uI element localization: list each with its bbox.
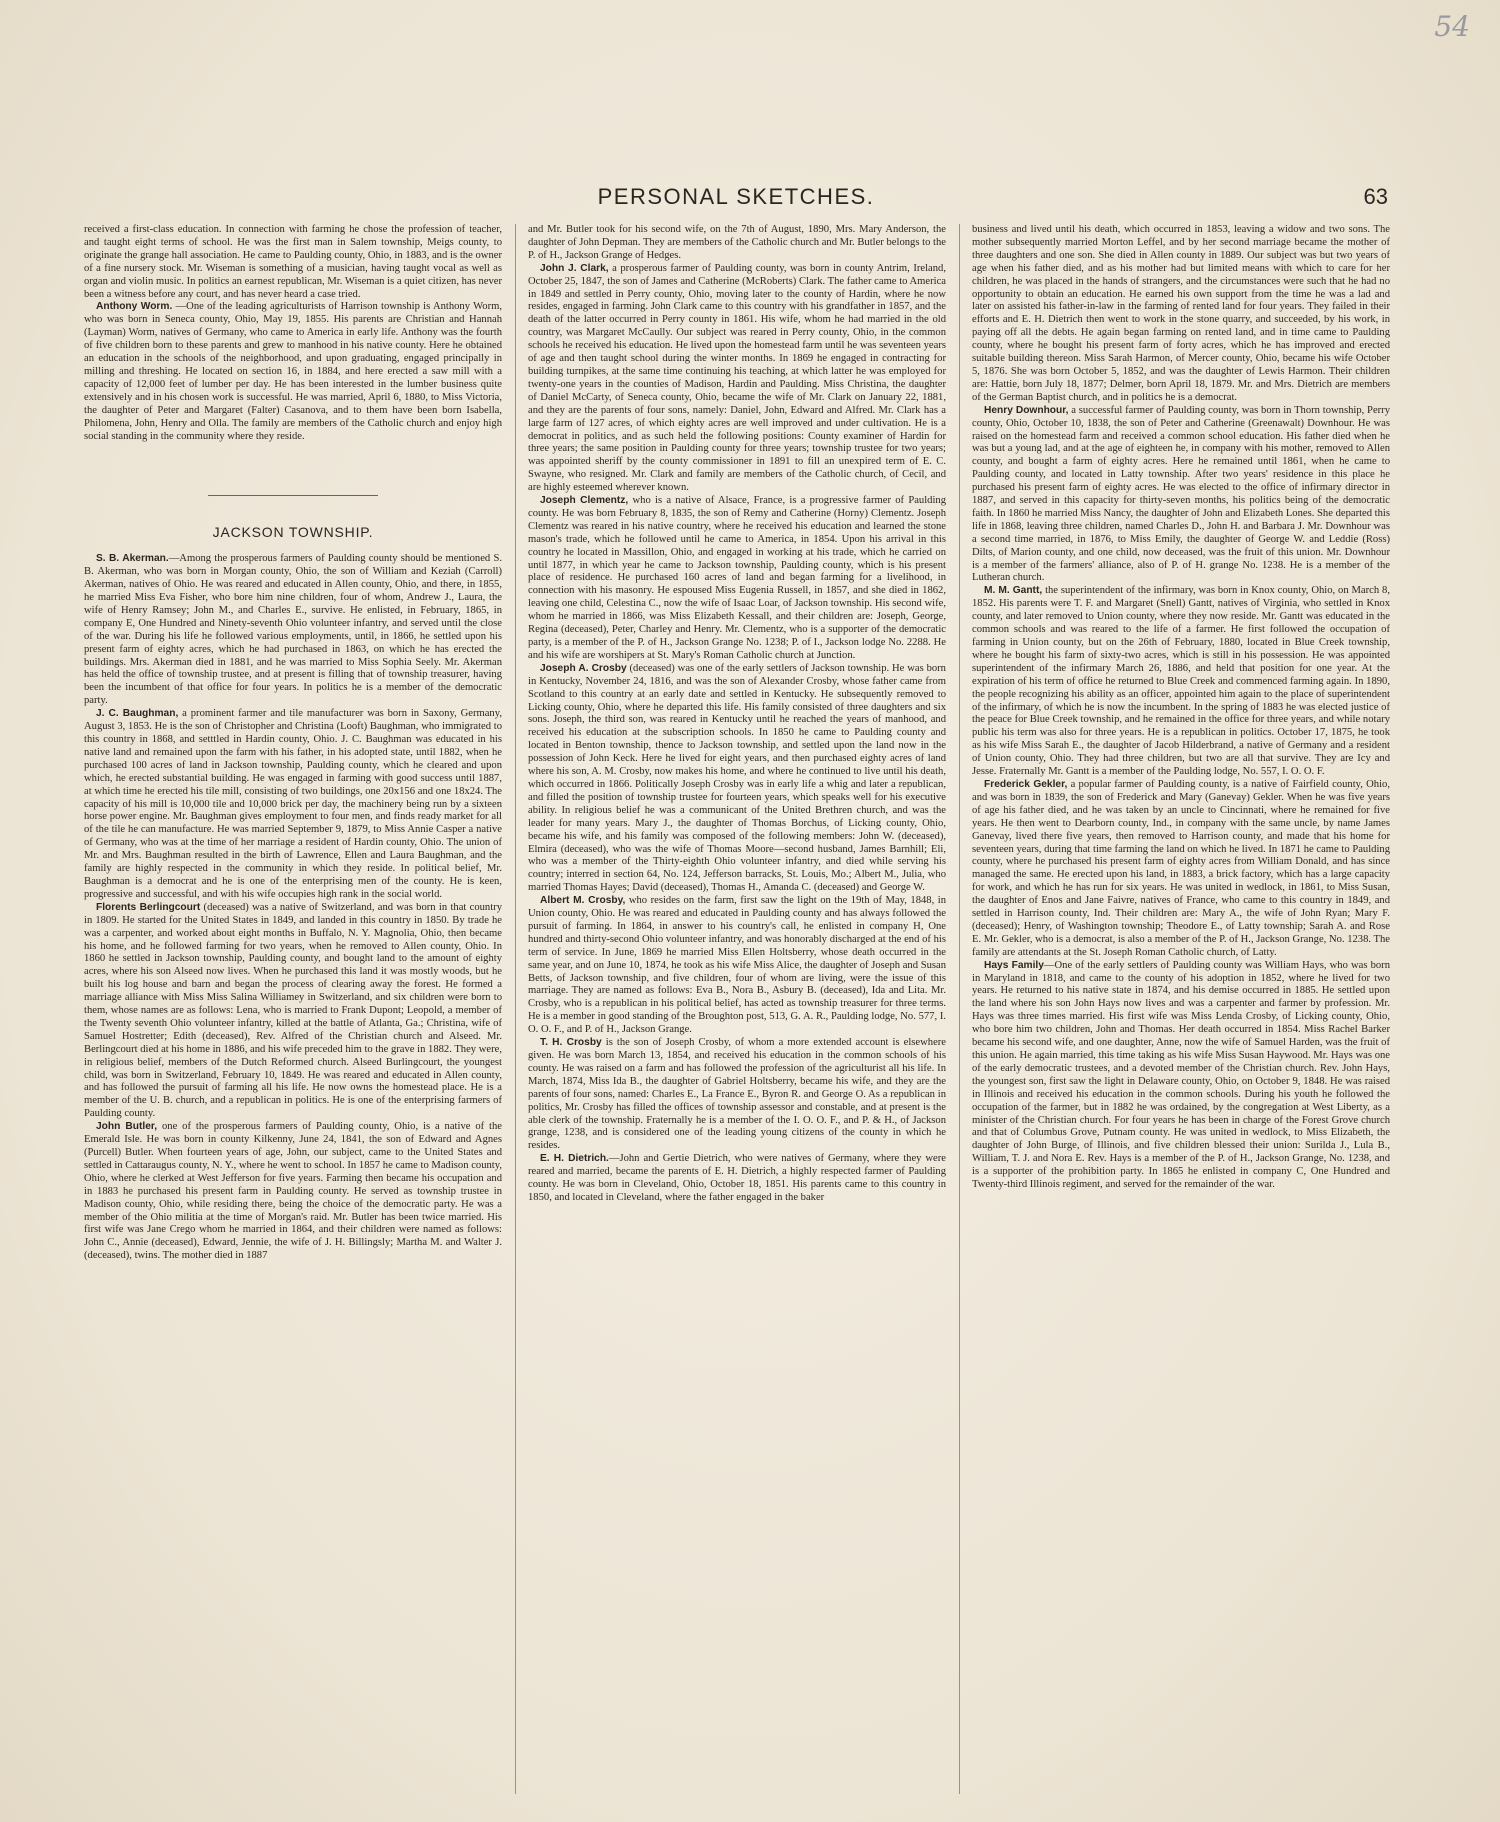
person-name: John Butler, <box>96 1121 158 1133</box>
person-name: Anthony Worm. <box>96 301 173 313</box>
sketch-text: (deceased) was one of the early settlers of Jackson township. He was born in Kentucky, November 24, 1816, and was the son of Alexander Crosby, whose father came from Scotland to this country at an early date and settled in Kentucky. He subsequently removed to Licking county, Ohio, where he departed this life. His family consisted of three daughters and six sons. Joseph, the third son, was reared in Kentucky until he reached the years of manhood, and received his education at the subscription schools. In 1850 he came to Paulding county and located in Benton township, thence to Jackson township, and settled upon the land now in the possession of John Keck. Here he lived for eight years, and then purchased eighty acres of land where his son, A. M. Crosby, now makes his home, and where he continued to live until his death, which occurred in 1866. Politically Joseph Crosby was in early life a whig and later a republican, and filled the position of township trustee for fourteen years, which speaks well for his executive ability. In religious belief he was a communicant of the United Brethren church, and was the leader for many years. Mary J., the daughter of Thomas Borchus, of Licking county, Ohio, became his wife, and his family was composed of the following members: John W. (deceased), Elmira (deceased), who was the wife of Thomas Moore—second husband, James Barnhill; Eli, who was a member of the Thirty-eighth Ohio volunteer infantry, and died while serving his country; interred in section 64, No. 124, Jefferson barracks, St. Louis, Mo.; Albert M., Julia, who married Thomas Hayes; David (deceased), Thomas H., Amanda C. (deceased) and George W. <box>528 662 946 894</box>
column-3 <box>972 224 1390 1794</box>
sketch-text: —John and Gertie Dietrich, who were natives of Germany, where they were reared and married, became the parents of E. H. Dietrich, a highly respected farmer of Paulding county. He was born in Cleveland, Ohio, October 18, 1851. His parents came to this country in 1850, and located in Cleveland, where the father engaged in the baker <box>528 1153 946 1203</box>
person-name: S. B. Akerman. <box>96 553 169 565</box>
sketch-akerman <box>84 553 502 708</box>
text-columns <box>84 224 1390 1794</box>
sketch-text: —One of the early settlers of Paulding county was William Hays, who was born in Maryland in 1818, and came to the county of his adoption in 1852, where he lived for two years. He returned to his native state in 1874, and his demise occurred in 1885. He settled upon the land where his son John Hays now lives and was a carpenter and farmer by profession. Mr. Hays was three times married. His first wife was Miss Lenda Crosby, of Licking county, Ohio, who bore him two children, John and Thomas. Her death occurred in 1854. Miss Rachel Barker became his second wife, and one daughter, Anne, now the wife of Samuel Harden, was the fruit of this union. He again married, this time taking as his wife Miss Susan Haywood. Mr. Hays was one of the early democratic trustees, and a devoted member of the Christian church. Rev. John Hays, the youngest son, first saw the light in Delaware county, Ohio, on October 9, 1848. He was raised in Illinois and received his education in the common schools. During his youth he followed the occupation of the farmer, but in 1882 he was ordained, by the congregation at West Liberty, as a minister of the Christian church. For four years he has been in charge of the Forest Grove church and that of Columbus Grove, Putnam county. He was united in wedlock, to Miss Elizabeth, the daughter of John Burge, of Illinois, and five children blessed their union: Surilda J., Lula B., William, T. J. and Nora E. Rev. Hays is a member of the P. of H., Jackson Grange, No. 1238, and is a supporter of the prohibition party. In 1865 he enlisted in company C, One Hundred and Twenty-third Illinois regiment, and served for the remainder of the war. <box>972 959 1390 1191</box>
section-heading: JACKSON TOWNSHIP. <box>212 524 374 541</box>
sketch-text: a prominent farmer and tile manufacturer was born in Saxony, Germany, August 3, 1853. He is the son of Christopher and Christina (Looft) Baughman, who immigrated to this country in 1868, and setttled in Hardin county, Ohio. J. C. Baughman was educated in his native land and remained upon the farm with his father, in his adopted state, until 1882, when he purchased 100 acres of land in Jackson township, Paulding county, which he cleared and upon which, he erected substantial building. He was engaged in farming with good success until 1887, at which time he erected his tile mill, consisting of two buildings, one 20x156 and one 18x24. The capacity of his mill is 10,000 tile and 10,000 brick per day, the machinery being run by a sixteen horse power engine. Mr. Baughman gives employment to four men, and finds ready market for all of the tile he can manufacture. He was married September 9, 1879, to Miss Annie Casper a native of Germany, who was at the time of her marriage a resident of Hardin county, Ohio. The union of Mr. and Mrs. Baughman resulted in the birth of Lawrence, Ellen and Laura Baughman, and the family are highly respected in the community in which they reside. In political belief, Mr. Baughman is a democrat and he is one of the enterprising men of the county. He is keen, progressive and successful, and with his wife occupies high rank in the social world. <box>84 708 502 900</box>
person-name: Albert M. Crosby, <box>540 895 626 907</box>
paragraph-dietrich-cont: business and lived until his death, which occurred in 1853, leaving a widow and two sons. The mother subsequently married Morton Leffel, and by her second marriage became the mother of three daughters and one son. She died in Allen county in 1889. Our subject was but two years of age when his father died, and as his mother had but limited means with which to care for her children, he was placed in the hands of strangers, and the circumstances were such that he had no opportunity to obtain an education. He earned his own support from the time he was a lad and later on assisted his father-in-law in the farming of rented land for four years. They failed in their efforts and E. H. Dietrich then went to work in the stone quarry, and succeeded, by his work, in paying off all the debts. He again began farming on rented land, and in time came to Paulding county, where he bought his present farm of forty acres, which he has improved and erected suitable building thereon. Miss Sarah Harmon, of Mercer county, Ohio, became his wife October 5, 1876. She was born October 5, 1852, and was the daughter of Lewis Harmon. Their children are: Hattie, born July 18, 1877; Delmer, born April 18, 1879. Mr. and Mrs. Dietrich are members of the German Baptist church, and in politics he is a democrat. <box>972 224 1390 403</box>
person-name: Henry Downhour, <box>984 404 1069 416</box>
sketch-text: one of the prosperous farmers of Paulding county, Ohio, is a native of the Emerald Isle. He was born in county Kilkenny, June 24, 1841, the son of Edward and Agnes (Purcell) Butler. When fourteen years of age, John, our subject, came to the United States and settled in Cattaraugus county, N. Y., where he went to school. In 1857 he came to Madison county, Ohio, where he clerked at West Jefferson for five years. Farming then became his occupation and in 1883 he purchased his present farm in Paulding county. He served as township trustee in Madison county, Ohio, while residing there, being the choice of the democratic party. He was a member of the Ohio militia at the time of Morgan's raid. Mr. Butler has been twice married. His first wife was Jane Crego whom he married in 1864, and their children were named as follows: John C., Annie (deceased), Edward, Jennie, the wife of J. H. Billingsly; Martha M. and Walter J. (deceased), twins. The mother died in 1887 <box>84 1121 502 1262</box>
sketch-clark <box>528 263 946 495</box>
paragraph-wiseman-cont: received a first-class education. In connection with farming he chose the profession of teacher, and taught eight terms of school. He was the first man in Salem township, Meigs county, to originate the grange hall association. He came to Paulding county, Ohio, in 1883, and is the owner of a fine nursery stock. Mr. Wiseman is something of a musician, having taught vocal as well as organ and violin music. In politics an earnest republican, Mr. Wiseman is a quiet citizen, has never been a witness before any court, and has never heard a case tried. <box>84 224 502 300</box>
sketch-text: a prosperous farmer of Paulding county, was born in county Antrim, Ireland, October 25, 1847, the son of James and Catherine (McRoberts) Clark. The father came to America in 1849 and settled in Perry county, Ohio, moving later to the county of Hardin, where he now resides, engaged in farming. John Clark came to this country with his grandfather in 1857, and the death of the latter occurred in Perry county in 1861. His wife, whom he had married in the old country, was Margaret McCaully. Our subject was reared in Perry county, Ohio, in the common schools he received his education. He lived upon the homestead farm until he was seventeen years of age and then taught school during the winter months. In 1869 he engaged in contracting for building turnpikes, at the same time continuing his teaching, at which latter he was employed for twenty-one years in the counties of Madison, Hardin and Paulding. Miss Christina, the daughter of Daniel McCarty, of Seneca county, Ohio, became the wife of Mr. Clark on January 22, 1881, and they are the parents of four sons, namely: Daniel, John, Edward and Alfred. Mr. Clark has a large farm of 127 acres, of which eighty acres are well improved and under cultivation. He is a democrat in politics, and as such held the following positions: County examiner of Hardin for three years; the same position in Paulding county for three years; township trustee for two years; was appointed sheriff by the county commissioner in 1891 to fill an unexpired term of E. C. Swayne, who resigned. Mr. Clark and family are members of the Catholic church, of Cecil, and are highly esteemed wherever known. <box>528 262 946 494</box>
person-name: T. H. Crosby <box>540 1037 602 1049</box>
page-number: 63 <box>1363 184 1388 209</box>
section-separator <box>208 495 378 496</box>
sketch-text: a successful farmer of Paulding county, was born in Thorn township, Perry county, Ohio, October 10, 1838, the son of Peter and Catherine (Greenawalt) Downhour. He was raised on the homestead farm and received a common school education. His father died when he was but a young lad, and at the age of eighteen he, in company with his mother, removed to Allen county, and bought a farm of eighty acres. Here he remained until 1861, when he came to Paulding county, and located in Latty township. After two years' residence in this place he purchased his present farm of eighty acres. He was elected to the office of infirmary director in 1887, and served in this capacity for thirty-seven months, his politics being of the democratic faith. In 1860 he married Miss Nancy, the daughter of John and Elizabeth Lones. She departed this life in 1868, leaving three children, named Charles D., John H. and Barbara J. Mr. Downhour was a second time married, in 1876, to Miss Emily, the daughter of George W. and Leddie (Ross) Dilts, of Marion county, and one child, now deceased, was the fruit of this union. Mr. Downhour is a member of the farmers' alliance, also of P. of H. grange No. 1238. He is a member of the Lutheran church. <box>972 404 1390 584</box>
sketch-th-crosby <box>528 1037 946 1153</box>
sketch-hays-family <box>972 960 1390 1192</box>
sketch-anthony-worm <box>84 301 502 443</box>
person-name: M. M. Gantt, <box>984 585 1043 597</box>
page-header <box>84 184 1388 214</box>
column-1 <box>84 224 502 1794</box>
person-name: Joseph A. Crosby <box>540 662 627 674</box>
person-name: E. H. Dietrich. <box>540 1153 609 1165</box>
sketch-baughman <box>84 708 502 902</box>
sketch-text: who resides on the farm, first saw the light on the 19th of May, 1848, in Union county, Ohio. He was reared and educated in Paulding county and has always followed the pursuit of farming. In 1864, in answer to his country's call, he enlisted in company H, One hundred and thirty-second Ohio volunteer infantry, and was honorably discharged at the end of his term of service. In June, 1869 he married Miss Ellen Holtsberry, whose death occurred in the same year, and on June 10, 1874, he took as his wife Miss Alice, the daughter of Joseph and Susan Betts, of Jackson township, and five children, four of whom are living, were the issue of this marriage. They are named as follows: Eva B., Nora B., Asbury B. (deceased), Ida and Lita. Mr. Crosby, who is a republican in his political belief, has acted as township treasurer for three terms. He is a member in good standing of the Broughton post, 513, G. A. R., Paulding lodge, No. 577, I. O. O. F., and P. of H., Jackson Grange. <box>528 895 946 1036</box>
sketch-downhour <box>972 405 1390 586</box>
person-name: Frederick Gekler, <box>984 778 1068 790</box>
paragraph-butler-cont: and Mr. Butler took for his second wife, on the 7th of August, 1890, Mrs. Mary Anderson, the daughter of John Depman. They are members of the Catholic church and Mr. Butler belongs to the P. of H., Jackson Grange of Hedges. <box>528 224 946 261</box>
sketch-gekler <box>972 779 1390 960</box>
sketch-text: the superintendent of the infirmary, was born in Knox county, Ohio, on March 8, 1852. His parents were T. F. and Margaret (Snell) Gantt, natives of Virginia, who settled in Knox county, and later removed to Union county, where they now reside. Mr. Gantt was educated in the common schools and was reared to the life of a farmer. He first followed the occupation of farming in Union county, but on the 26th of February, 1880, located in Blue Creek township, where he bought his farm of sixty-two acres, which is still in his possession. He was appointed superintendent of the infirmary March 26, 1886, and held that position for one year. At the expiration of his term of office he returned to Blue Creek and commenced farming again. In 1890, the people recognizing his ability as an officer, appointed him again to the place of superintendent of the infirmary, of which he is now the incumbent. In the spring of 1883 he was elected justice of the peace for Blue Creek township, and he remained in the office for three years, and while notary public his term was also for three years. He is a republican in politics. October 17, 1875, he took as his wife Miss Sarah E., the daughter of Jacob Hilderbrand, a native of Germany and a resident of Union county, Ohio. They had three children, but two are all that survive. They are Icy and Jesse. Fraternally Mr. Gantt is a member of the Paulding lodge, No. 557, I. O. O. F. <box>972 585 1390 778</box>
sketch-dietrich <box>528 1153 946 1205</box>
sketch-joseph-crosby <box>528 663 946 895</box>
sketch-butler <box>84 1121 502 1263</box>
column-divider <box>959 224 960 1794</box>
person-name: Joseph Clementz, <box>540 495 629 507</box>
sketch-text: is the son of Joseph Crosby, of whom a more extended account is elsewhere given. He was born March 13, 1854, and received his education in the common schools of his county. He was raised on a farm and has followed the profession of the agriculturist all his life. In March, 1874, Miss Ida B., the daughter of Gabriel Holtsberry, became his wife, and they are the parents of four sons, named: Charles E., La France E., Byron R. and George O. As a republican in politics, Mr. Crosby has filled the offices of township assessor and constable, and at present is the able clerk of the township. Fraternally he is a member of the I. O. O. F., and P. & H., of Jackson grange, 1238, and is considered one of the leading young citizens of the county in which he resides. <box>528 1037 946 1152</box>
sketch-berlingcourt <box>84 902 502 1121</box>
sketch-text: (deceased) was a native of Switzerland, and was born in that country in 1809. He started for the United States in 1849, and landed in this country in 1850. By trade he was a carpenter, and worked about eight months in Buffalo, N. Y. Magnolia, Ohio, then became his home, and he followed farming for two years, when he removed to Allen county, Ohio. In 1860 he settled in Jackson township, Paulding county, and bought land to the amount of eighty acres, where his son Alseed now lives. When he purchased this land it was mostly woods, but he built his log house and barn and began the process of clearing away the forest. He formed a marriage alliance with Miss Miss Salina Williamey in Switzerland, and six children were born to them, whose names are as follows: Lena, who is married to Frank Dupont; Leopold, a member of the Twenty seventh Ohio volunteer infantry, killed at the battle of Atlanta, Ga.; Christina, wife of Samuel Hostretter; Edith (deceased), Rev. Alfred of the Christian church and Alseed. Mr. Berlingcourt died at his home in 1886, and his wife preceded him to the grave in 1882. They were, in religious belief, members of the Dutch Reformed church. Alseed Burlingcourt, the youngest child, was born in Switzerland, February 10, 1849. He was reared and educated in Allen county, and has followed the pursuit of farming all his life. He now owns the homestead place. He is a member of the U. B. church, and a republican in politics. He is one of the enterprising farmers of Paulding county. <box>84 901 502 1120</box>
column-2 <box>528 224 946 1794</box>
page-title: PERSONAL SKETCHES. <box>597 184 875 209</box>
pencil-page-mark: 54 <box>1434 10 1470 43</box>
sketch-text: a popular farmer of Paulding county, is a native of Fairfield county, Ohio, and was born in 1839, the son of Frederick and Mary (Ganevay) Gekler. When he was five years of age his father died, and he was taken by an uncle to Cincinnati, where he remained for five years. He then went to Dearborn county, Ind., in company with the same uncle, by name James Ganevay, lived there five years, then removed to Harrison county, and made that his home for seventeen years, during that time farming the land on which he lived. In 1871 he came to Paulding county, where he purchased his present farm of eighty acres from William Donald, and has since managed the same. He erected upon his land, in 1883, a brick factory, which has a large capacity for work, and which he has run for six years. He was united in wedlock, in 1861, to Miss Susan, the daughter of Enos and Jane Faivre, natives of France, who came to this country in 1849, and settled in Harrison county, Ind. Their children are: Mary A., the wife of John Ryan; Mary F. (deceased); Henry, of Washington township; Theodore E., of Latty township; Sarah A. and Rose E. Mr. Gekler, who is a democrat, is also a member of the P. of H., Jackson Grange, No. 1238. The family are attendants at the St. Joseph Roman Catholic church, of Latty. <box>972 778 1390 958</box>
person-name: J. C. Baughman, <box>96 708 179 720</box>
column-divider <box>515 224 516 1794</box>
sketch-text: —One of the leading agriculturists of Harrison township is Anthony Worm, who was born in Seneca county, Ohio, May 19, 1855. His parents are Christian and Hannah (Layman) Worm, natives of Germany, who came to America in early life. Anthony was the fourth of five children born to these parents and grew to manhood in his native county. Here he obtained an education in the schools of the neighborhood, and upon graduating, engaged principally in milling and threshing. He located on section 16, in 1884, and here erected a saw mill with a capacity of 12,000 feet of lumber per day. He has been interested in the lumber business quite extensively and in his chosen work is successful. He was married, April 6, 1880, to Miss Victoria, the daughter of Peter and Margaret (Falter) Casanova, and to them have been born Isabella, Philomena, John, Henry and Olla. The family are members of the Catholic church and enjoy high social standing in the community where they reside. <box>84 301 502 442</box>
person-name: Florents Berlingcourt <box>96 901 201 913</box>
sketch-text: —Among the prosperous farmers of Paulding county should be mentioned S. B. Akerman, who was born in Morgan county, Ohio, the son of William and Keziah (Carroll) Akerman, natives of Ohio. He was reared and educated in Allen county, Ohio, and there, in 1855, he married Miss Eva Fisher, who bore him nine children, four of whom, Andrew J., Laura, the wife of Henry Ramsey; John M., and Charles E., survive. He enlisted, in February, 1865, in company E, One Hundred and Ninety-seventh Ohio volunteer infantry, and served until the close of the war. During his life he followed various employments, until, in 1866, he settled upon his present farm of eighty acres, which he had purchased in 1863, on which he has erected the buildings. Mrs. Akerman died in 1881, and he was married to Miss Sophia Seely. Mr. Akerman has held the office of township trustee, and at present is filling that of township treasurer, having been the incumbent of that office for four years. In politics he is a member of the democratic party. <box>84 553 502 707</box>
person-name: Hays Family <box>984 959 1044 971</box>
person-name: John J. Clark, <box>540 262 609 274</box>
sketch-gantt <box>972 585 1390 779</box>
sketch-clementz <box>528 495 946 663</box>
sketch-albert-crosby <box>528 895 946 1037</box>
sketch-text: who is a native of Alsace, France, is a progressive farmer of Paulding county. He was born February 8, 1835, the son of Remy and Catherine (Horny) Clementz. Joseph Clementz was reared in his native country, where he received his education and learned the stone mason's trade, which he followed until he came to America, in 1854. Upon his arrival in this country he located in Massillon, Ohio, and engaged in working at his trade, which he carried on until 1877, in which year he came to Jackson township, Paulding county, which is his present place of residence. He purchased 160 acres of land and began farming for a livelihood, in connection with his masonry. He espoused Miss Eugenia Russell, in 1857, and she died in 1862, leaving one child, Celestina C., now the wife of Isaac Loar, of Jackson township. His second wife, whom he married in 1866, was Miss Elizabeth Kessall, and their children are: Joseph, George, Regina (deceased), Peter, Charley and Henry. Mr. Clementz, who is a supporter of the democratic party, is a member of the P. of H., Jackson Grange No. 1238; P. of I., Jackson lodge No. 2288. He and his wife are worshipers at St. Mary's Roman Catholic church at Junction. <box>528 495 946 661</box>
